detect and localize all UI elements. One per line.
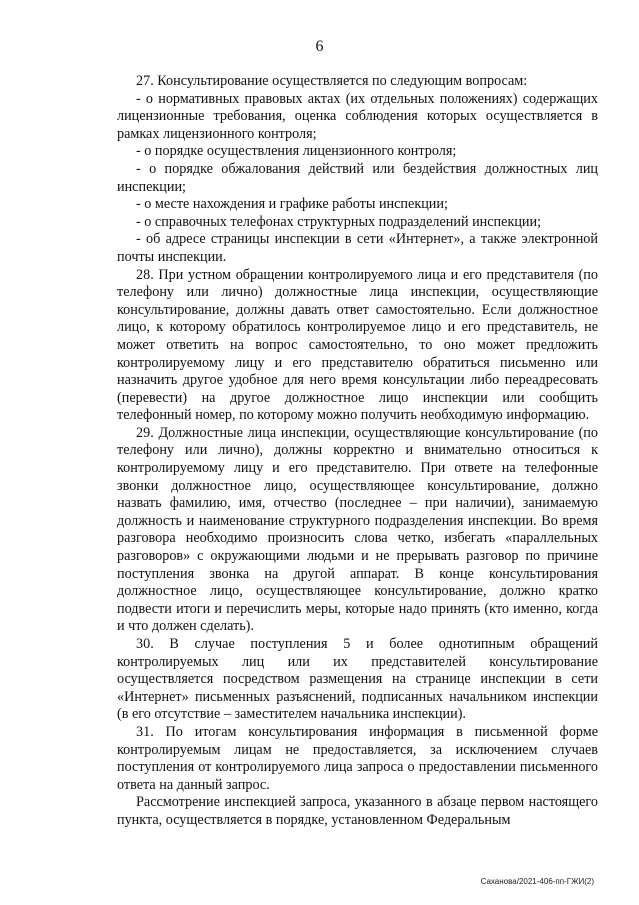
- paragraph-27: 27. Консультирование осуществляется по следующим вопросам:: [136, 73, 528, 89]
- page-number: 6: [315, 38, 324, 55]
- list-item: - о порядке осуществления лицензионного контроля;: [136, 143, 457, 160]
- document-body: [117, 73, 598, 830]
- paragraph-31: 31. По итогам консультирования информация в письменной форме контролируемым лицам не предоставляется, за исключением случаев поступления от контролируемого лица запроса о предоставлении письменного ответа на данный запрос.: [117, 723, 598, 793]
- paragraph-29: 29. Должностные лица инспекции, осуществляющие консультирование (по телефону или лично), должны корректно и внимательно относиться к контролируемому лицу и его представителю. При ответе на телефонные звонки должностное лицо, осуществляющее консультирование, должно назвать фамилию, имя, отчество (последнее – при наличии), занимаемую должность и наименование структурного подразделения инспекции. Во время разговора необходимо произносить слова четко, избегать «параллельных разговоров» с окружающими людьми и не прерывать разговор по причине поступления звонка на другой аппарат. В конце консультирования должностное лицо, осуществляющее консультирование, должно кратко подвести итоги и перечислить меры, которые надо принять (кто именно, когда и что должен сделать).: [117, 424, 598, 635]
- list-item: - о справочных телефонах структурных подразделений инспекции;: [136, 213, 542, 230]
- list-item: - о порядке обжалования действий или бездействия должностных лиц инспекции;: [117, 160, 598, 195]
- list-item: - об адресе страницы инспекции в сети «Интернет», а также электронной почты инспекции.: [117, 231, 598, 265]
- paragraph-28: 28. При устном обращении контролируемого лица и его представителя (по телефону или лично) должностные лица инспекции, осуществляющие консультирование, должны давать ответ самостоятельно. Если должностное лицо, к которому обратилось контролируемое лицо и его представитель, не может ответить на вопрос самостоятельно, то оно может предложить контролируемому лицу и его представителю обратиться письменно или назначить другое удобное для него время консультации либо переадресовать (перевести) на другое должностное лицо инспекции или сообщить телефонный номер, по которому можно получить необходимую информацию.: [117, 266, 598, 424]
- document-code-footer: Саханова/2021-406-пп-ГЖИ(2): [480, 877, 594, 886]
- paragraph-31-continued: Рассмотрение инспекцией запроса, указанного в абзаце первом настоящего пункта, осуществляется в порядке, установленном Федеральным: [117, 794, 598, 828]
- list-item: - о месте нахождения и графике работы инспекции;: [136, 196, 448, 213]
- paragraph-30: 30. В случае поступления 5 и более однотипным обращений контролируемых лиц или их представителей консультирование осуществляется посредством размещения на странице инспекции в сети «Интернет» письменных разъяснений, подписанных начальником инспекции (в его отсутствие – заместителем начальника инспекции).: [117, 636, 598, 723]
- list-item: - о нормативных правовых актах (их отдельных положениях) содержащих лицензионные требования, оценка соблюдения которых осуществляется в рамках лицензионного контроля;: [117, 90, 598, 142]
